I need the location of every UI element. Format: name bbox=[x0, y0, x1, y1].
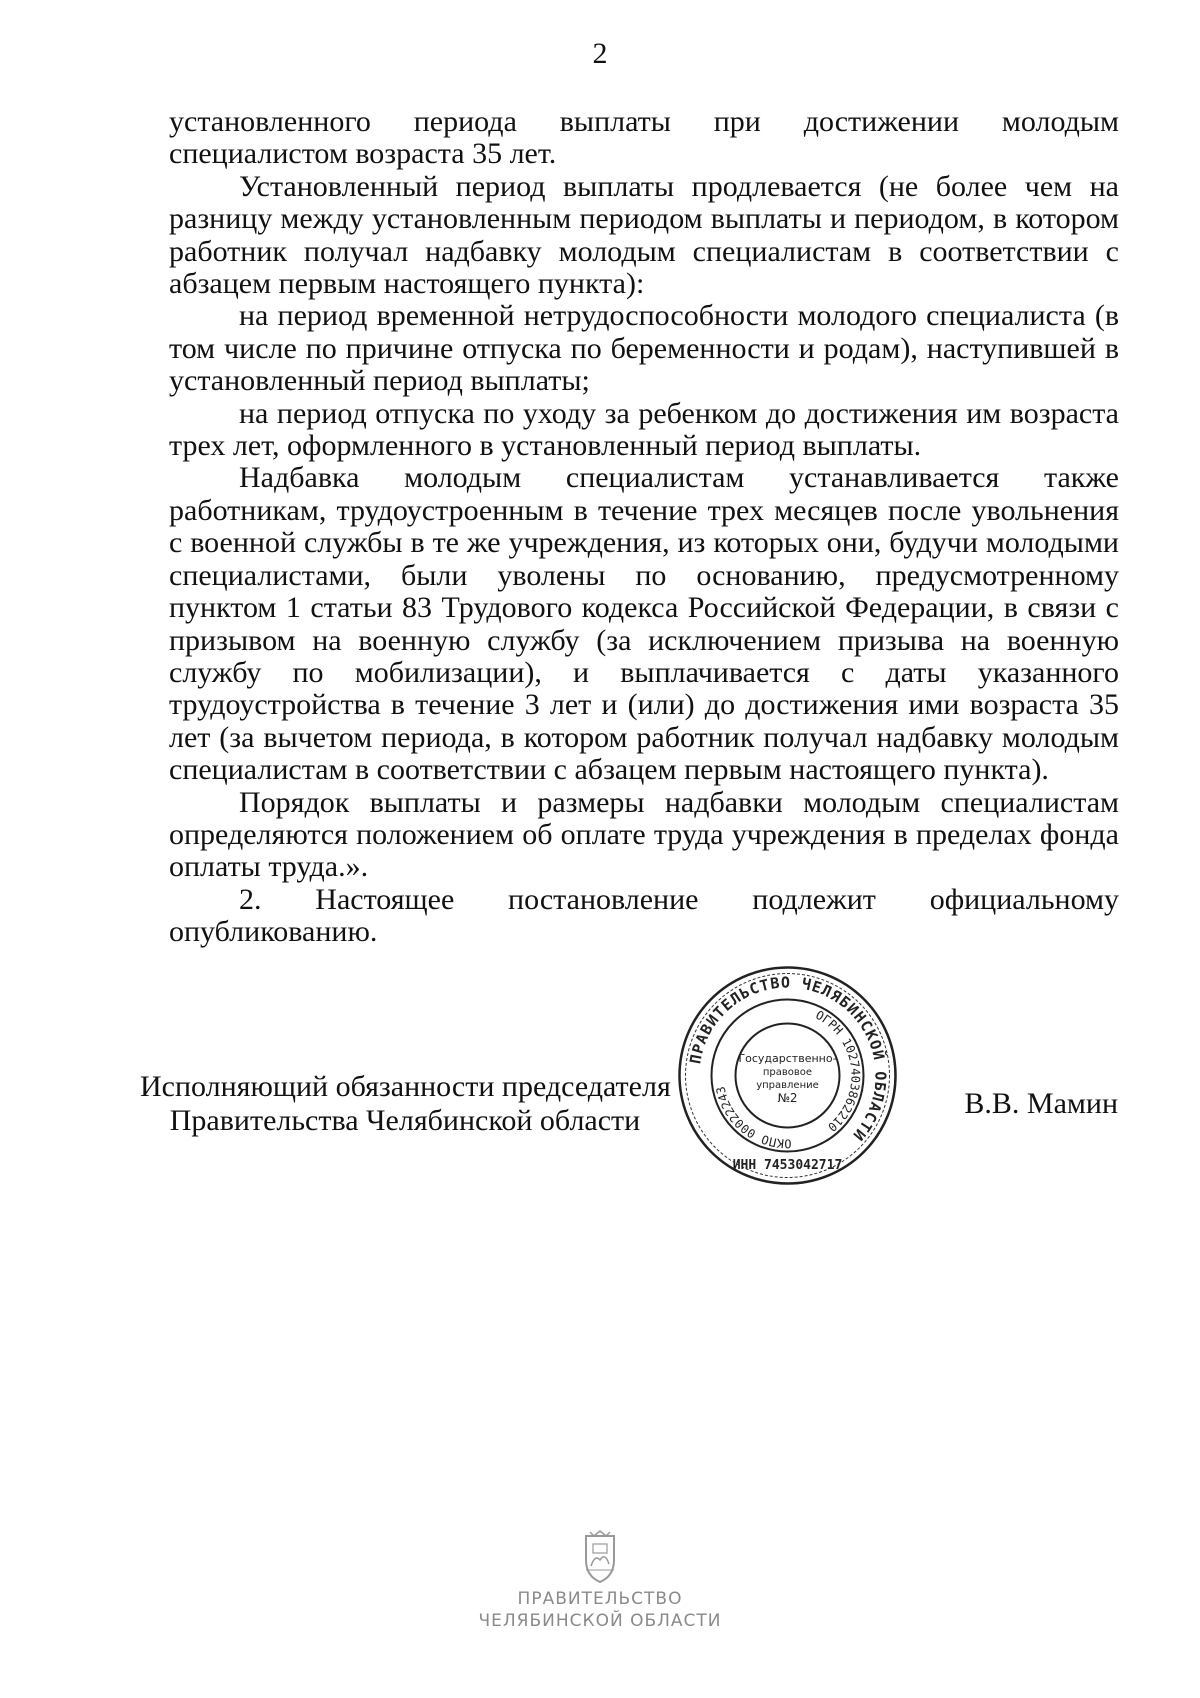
paragraph-extension: Установленный период выплаты продлевается (не более чем на разницу между установленным периодом выплаты и периодом, в котором работник получал надбавку молодым специалистам в соответствии с абзацем первым настоящего пункта): bbox=[169, 169, 1119, 301]
paragraph-publication: 2. Настоящее постановление подлежит официальному опубликованию. bbox=[169, 882, 1119, 949]
signer-name: В.В. Мамин bbox=[964, 1087, 1118, 1120]
stamp-center-line2: правовое bbox=[762, 1067, 813, 1078]
stamp-center-line1: Государственно- bbox=[738, 1052, 837, 1065]
paragraph-payment-procedure: Порядок выплаты и размеры надбавки молодым специалистам определяются положением об оплате труда учреждения в пределах фонда оплаты труда.». bbox=[169, 785, 1119, 884]
paragraph-childcare-leave: на период отпуска по уходу за ребенком до достижения им возраста трех лет, оформленного в установленный период выплаты. bbox=[169, 396, 1119, 463]
stamp-outer-text: ПРАВИТЕЛЬСТВО ЧЕЛЯБИНСКОЙ ОБЛАСТИ bbox=[686, 973, 890, 1145]
footer-org-line2: ЧЕЛЯБИНСКОЙ ОБЛАСТИ bbox=[478, 1611, 722, 1631]
stamp-inn: ИНН 7453042717 bbox=[732, 1158, 843, 1173]
page-number: 2 bbox=[592, 37, 608, 70]
coat-of-arms-icon bbox=[580, 1530, 620, 1584]
stamp-ogrn: ОГРН 1027403862210 bbox=[813, 1007, 863, 1135]
official-stamp bbox=[675, 963, 900, 1188]
signatory-position bbox=[140, 1070, 670, 1138]
paragraph-military-service: Надбавка молодым специалистам устанавливается также работникам, трудоустроенным в течение трех месяцев после увольнения с военной службы в те же учреждения, из которых они, будучи молодыми специалистами, были уволены по основанию, предусмотренному пунктом 1 статьи 83 Трудового кодекса Российской Федерации, в связи с призывом на военную службу (за исключением призыва на военную службу по мобилизации), и выплачивается с даты указанного трудоустройства в течение 3 лет и (или) до достижения ими возраста 35 лет (за вычетом периода, в котором работник получал надбавку молодым специалистам в соответствии с абзацем первым настоящего пункта). bbox=[169, 461, 1119, 787]
signatory-position-line1: Исполняющий обязанности председателя bbox=[140, 1070, 671, 1103]
footer-organization bbox=[0, 1588, 1200, 1632]
signatory-position-line2: Правительства Челябинской области bbox=[169, 1104, 641, 1137]
stamp-center-line4: №2 bbox=[777, 1091, 798, 1105]
paragraph-continuation: установленного периода выплаты при достижении молодым специалистом возраста 35 лет. bbox=[169, 105, 1119, 171]
stamp-okpo: ОКПО 00022243 bbox=[713, 1085, 792, 1151]
paragraph-sick-leave: на период временной нетрудоспособности молодого специалиста (в том числе по причине отпуска по беременности и родам), наступившей в установленный период выплаты; bbox=[169, 299, 1119, 398]
footer-org-line1: ПРАВИТЕЛЬСТВО bbox=[517, 1589, 683, 1609]
stamp-center-line3: управление bbox=[756, 1080, 819, 1091]
document-body bbox=[169, 106, 1119, 949]
